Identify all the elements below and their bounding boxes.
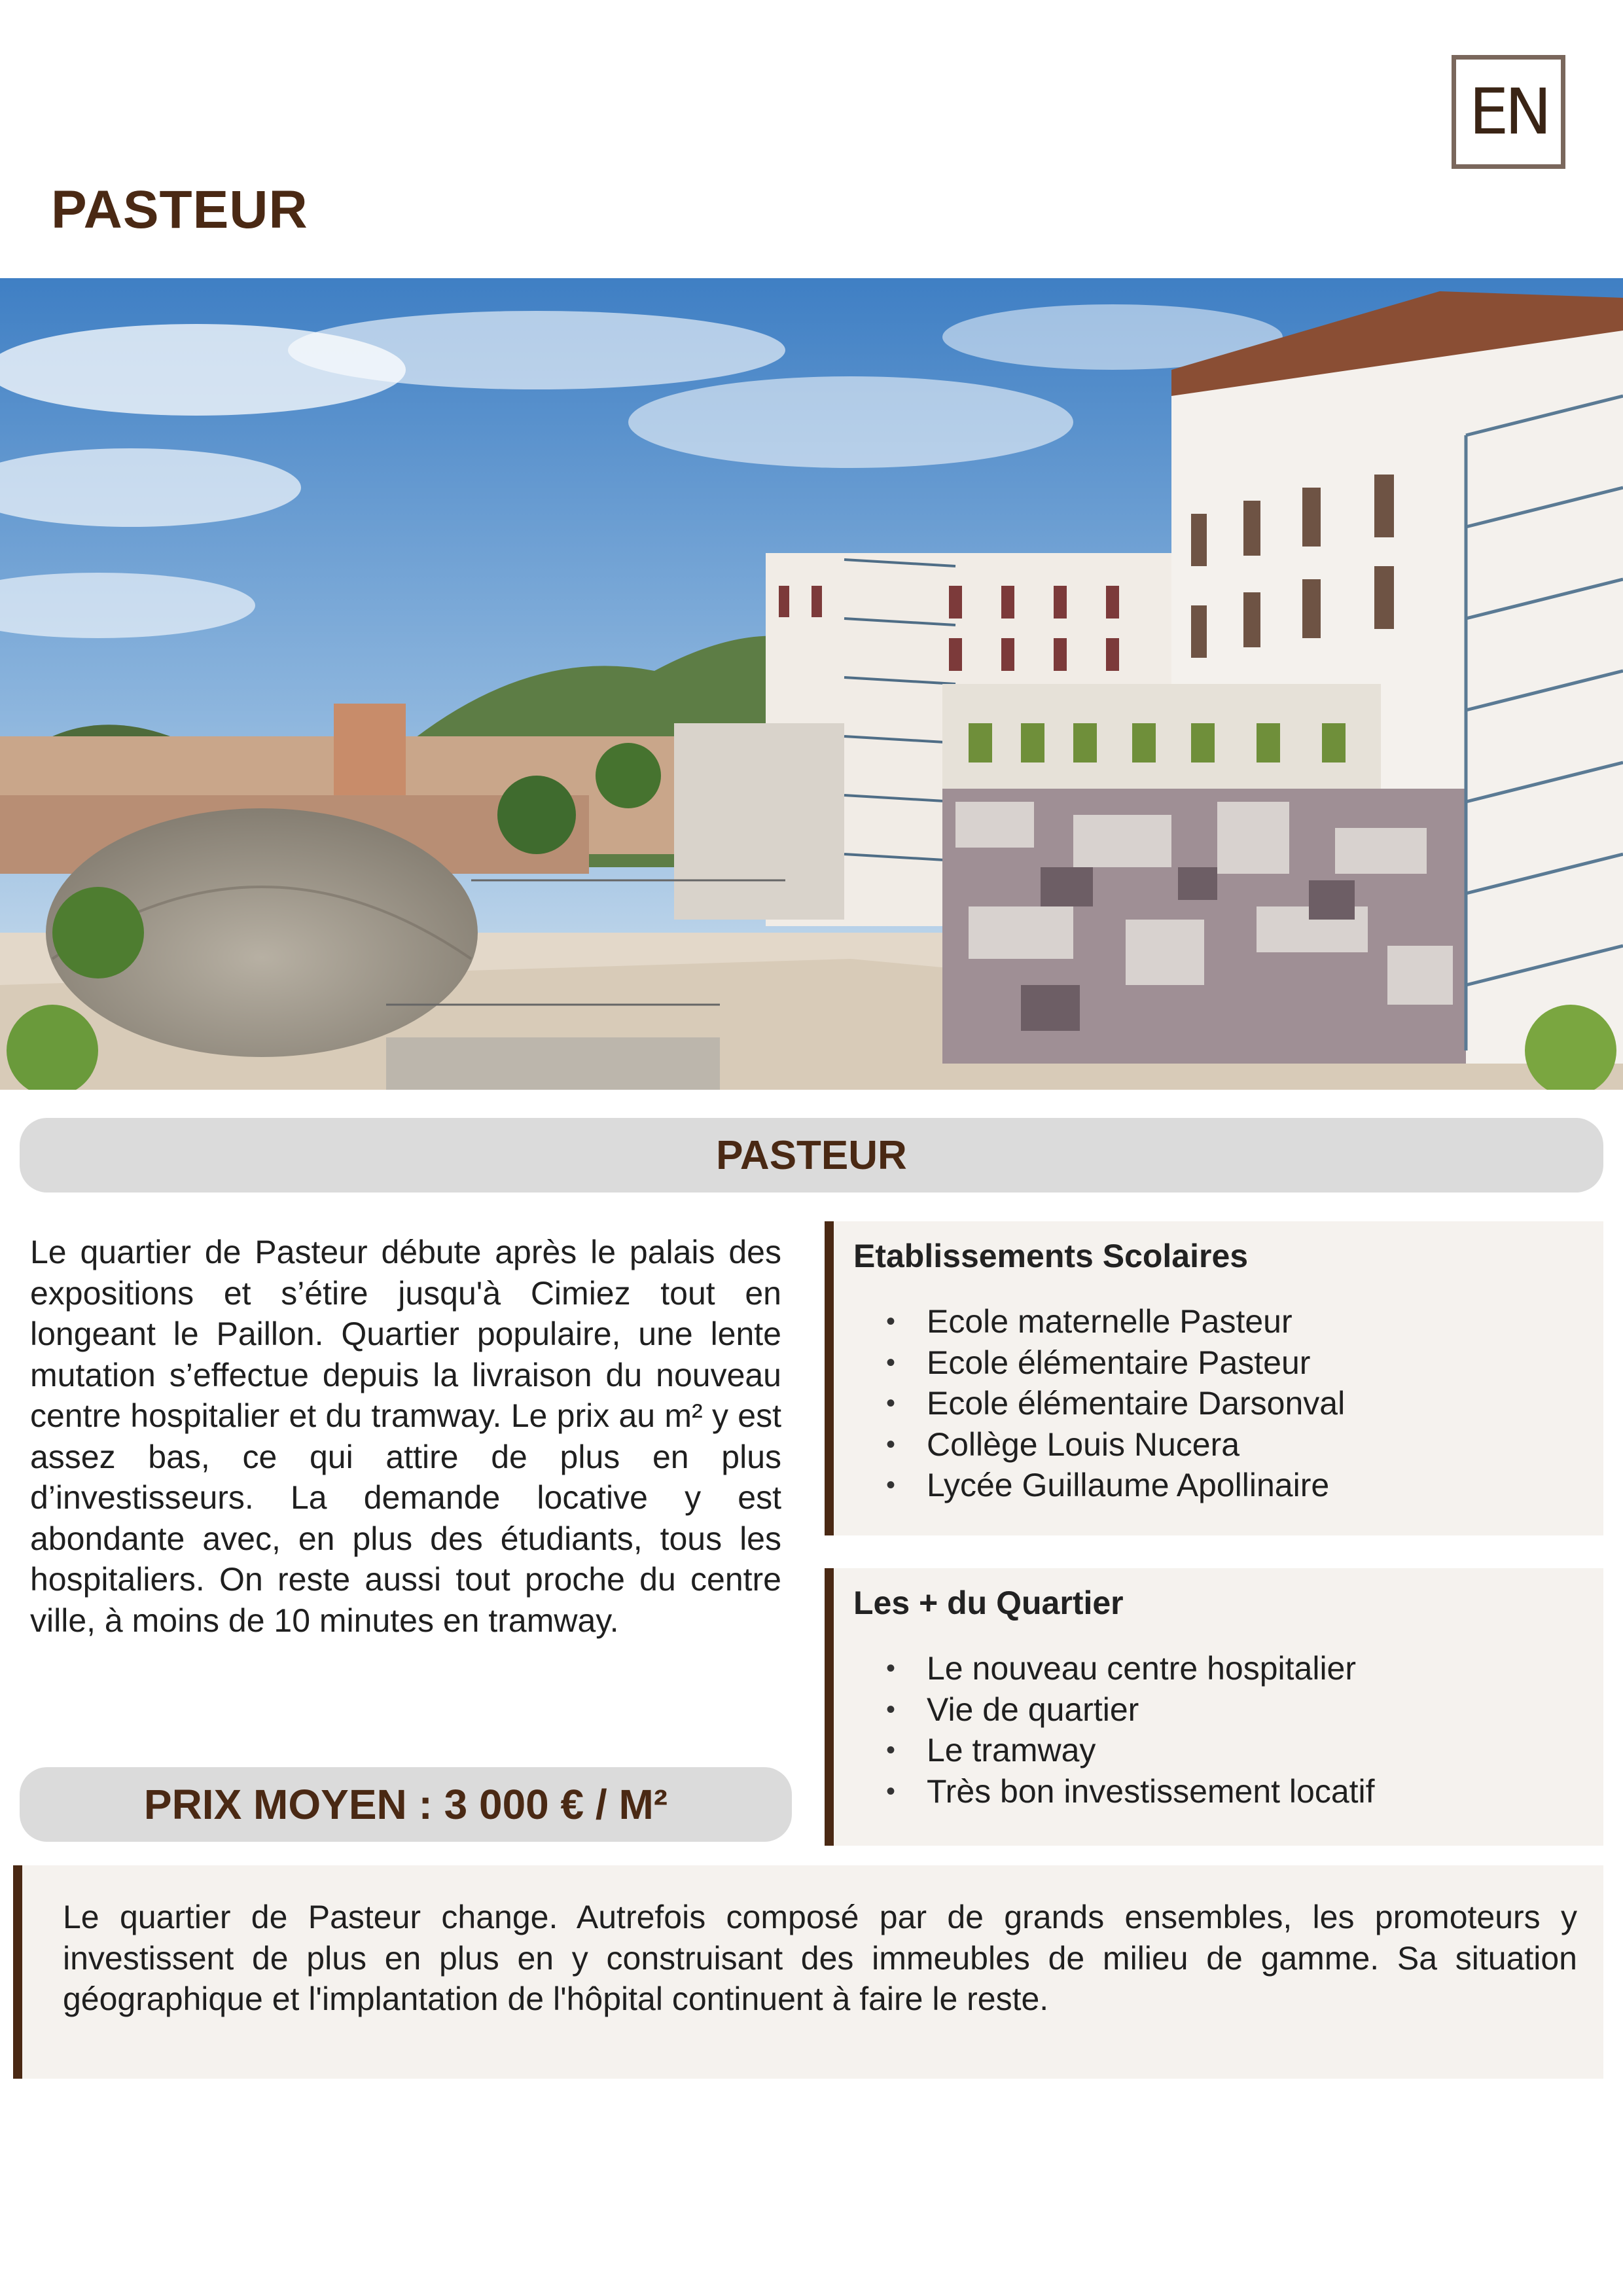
list-item: • Ecole maternelle Pasteur xyxy=(853,1301,1603,1342)
list-item: • Très bon investissement locatif xyxy=(853,1771,1603,1812)
schools-list xyxy=(853,1301,1603,1506)
list-item: • Le nouveau centre hospitalier xyxy=(853,1648,1603,1689)
conclusion-text: Le quartier de Pasteur change. Autrefois composé par de grands ensembles, les promoteurs y investissent de plus en plus en y construisant des immeubles de milieu de gamme. Sa situation géographique et l'implantation de l'hôpital continuent à faire le reste. xyxy=(63,1899,1577,2017)
schools-panel xyxy=(825,1221,1603,1535)
district-description: Le quartier de Pasteur débute après le palais des expositions et s’étire jusqu'à Cimiez tout en longeant le Paillon. Quartier populaire, une lente mutation s’effectue depuis la livraison du nouveau centre hospitalier et du tramway. Le prix au m² y est assez bas, ce qui attire de plus en plus d’investisseurs. La demande locative y est abondante avec, en plus des étudiants, tous les hospitaliers. On reste aussi tout proche du centre ville, à moins de 10 minutes en tramway. xyxy=(30,1234,781,1639)
hero-image xyxy=(0,278,1623,1090)
logo xyxy=(1452,55,1565,169)
highlights-panel xyxy=(825,1568,1603,1846)
conclusion-panel xyxy=(13,1865,1603,2079)
average-price: PRIX MOYEN : 3 000 € / M² xyxy=(20,1767,792,1842)
list-item: • Le tramway xyxy=(853,1730,1603,1771)
page-title: PASTEUR xyxy=(51,180,308,240)
list-item: • Ecole élémentaire Pasteur xyxy=(853,1342,1603,1384)
list-item: • Lycée Guillaume Apollinaire xyxy=(853,1465,1603,1506)
list-item: • Ecole élémentaire Darsonval xyxy=(853,1383,1603,1424)
list-item: • Collège Louis Nucera xyxy=(853,1424,1603,1465)
section-title: PASTEUR xyxy=(20,1118,1603,1193)
highlights-title: Les + du Quartier xyxy=(853,1585,1124,1621)
list-item: • Vie de quartier xyxy=(853,1689,1603,1731)
schools-title: Etablissements Scolaires xyxy=(853,1238,1249,1274)
logo-text: EN xyxy=(1469,75,1548,149)
hero-illustration xyxy=(0,278,1623,1090)
highlights-list xyxy=(853,1648,1603,1812)
